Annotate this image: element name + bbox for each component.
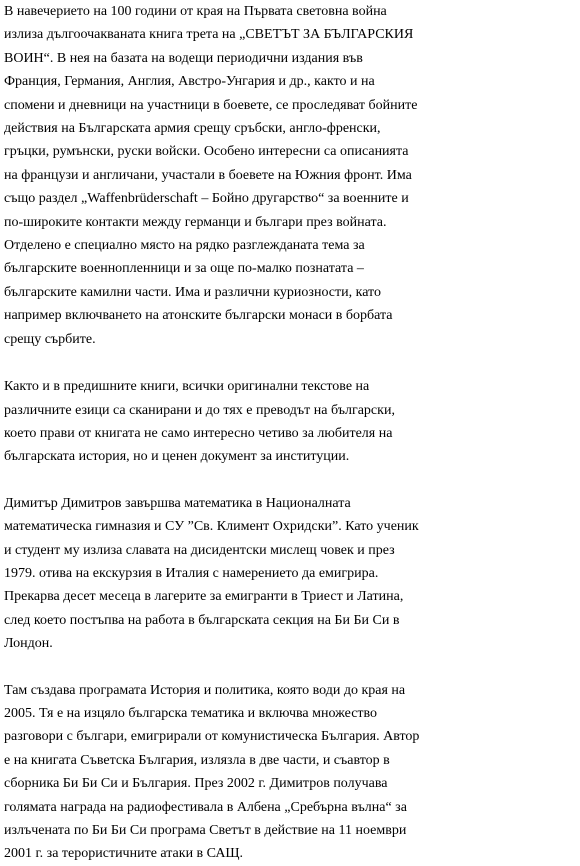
text-line: излиза дългоочакваната книга трета на „СВЕТЪТ ЗА БЪЛГАРСКИЯ xyxy=(4,27,414,43)
text-line: 1979. отива на екскурзия в Италия с намерението да емигрира. xyxy=(4,565,379,581)
text-line: различните езици са сканирани и до тях е преводът на български, xyxy=(4,402,395,418)
text-line: математическа гимназия и СУ ”Св. Климент Охридски”. Като ученик xyxy=(4,519,419,535)
text-line: голямата награда на радиофестивала в Албена „Сребърна вълна“ за xyxy=(4,799,407,815)
text-line: ВОИН“. В нея на базата на водещи периодични издания във xyxy=(4,50,363,66)
paragraph-book-intro xyxy=(4,0,578,351)
text-line: българската история, но и ценен документ за институции. xyxy=(4,449,350,465)
text-line: срещу сърбите. xyxy=(4,331,96,347)
text-line: Там създава програмата История и политика, която води до края на xyxy=(4,682,406,698)
text-line: е на книгата Съветска България, излязла в две части, и съавтор в xyxy=(4,752,390,768)
text-line: излъчената по Би Би Си програма Светът в действие на 11 ноември xyxy=(4,823,407,838)
text-line: спомени и дневници на участници в боевете, се проследяват бойните xyxy=(4,97,418,113)
text-line: Както и в предишните книги, всички оригинални текстове на xyxy=(4,379,370,395)
text-line: В навечерието на 100 години от края на Първата световна война xyxy=(4,4,387,19)
text-line: действия на Българската армия срещу сръбски, англо-френски, xyxy=(4,121,381,137)
text-line: българските военнопленници и за още по-малко познатата – xyxy=(4,261,364,277)
text-line: Прекарва десет месеца в лагерите за емигранти в Триест и Латина, xyxy=(4,589,404,605)
text-line: Отделено е специално място на рядко разглежданата тема за xyxy=(4,238,365,254)
text-line: също раздел „Waffenbrüderschaft – Бойно другарство“ за военните и xyxy=(4,191,409,207)
paragraph-author-bio xyxy=(4,492,578,656)
text-line: след което постъпва на работа в българската секция на Би Би Си в xyxy=(4,612,400,628)
text-line: сборника Би Би Си и България. През 2002 г. Димитров получава xyxy=(4,776,388,792)
text-line: Лондон. xyxy=(4,636,53,652)
paragraph-translations xyxy=(4,375,578,469)
text-line: българските камилни части. Има и различни куриозности, като xyxy=(4,284,381,300)
text-line: Франция, Германия, Англия, Австро-Унгария и др., както и на xyxy=(4,74,375,90)
text-line: гръцки, румънски, руски войски. Особено интересни са описанията xyxy=(4,144,409,160)
text-line: 2001 г. за терористичните атаки в САЩ. xyxy=(4,846,244,862)
text-line: на французи и англичани, участали в боевете на Южния фронт. Има xyxy=(4,167,412,183)
text-line: което прави от книгата не само интересно четиво за любителя на xyxy=(4,425,393,441)
paragraph-author-career xyxy=(4,679,578,866)
text-line: по-широките контакти между германци и българи през войната. xyxy=(4,214,387,230)
document-page xyxy=(4,0,578,866)
text-line: 2005. Тя е на изцяло българска тематика и включва множество xyxy=(4,705,378,721)
text-line: например включването на атонските български монаси в борбата xyxy=(4,308,393,324)
text-line: разговори с българи, емигрирали от комунистическа България. Автор xyxy=(4,729,420,745)
text-line: и студент му излиза славата на дисидентски мислещ човек и през xyxy=(4,542,395,558)
text-line: Димитър Димитров завършва математика в Националната xyxy=(4,495,351,511)
